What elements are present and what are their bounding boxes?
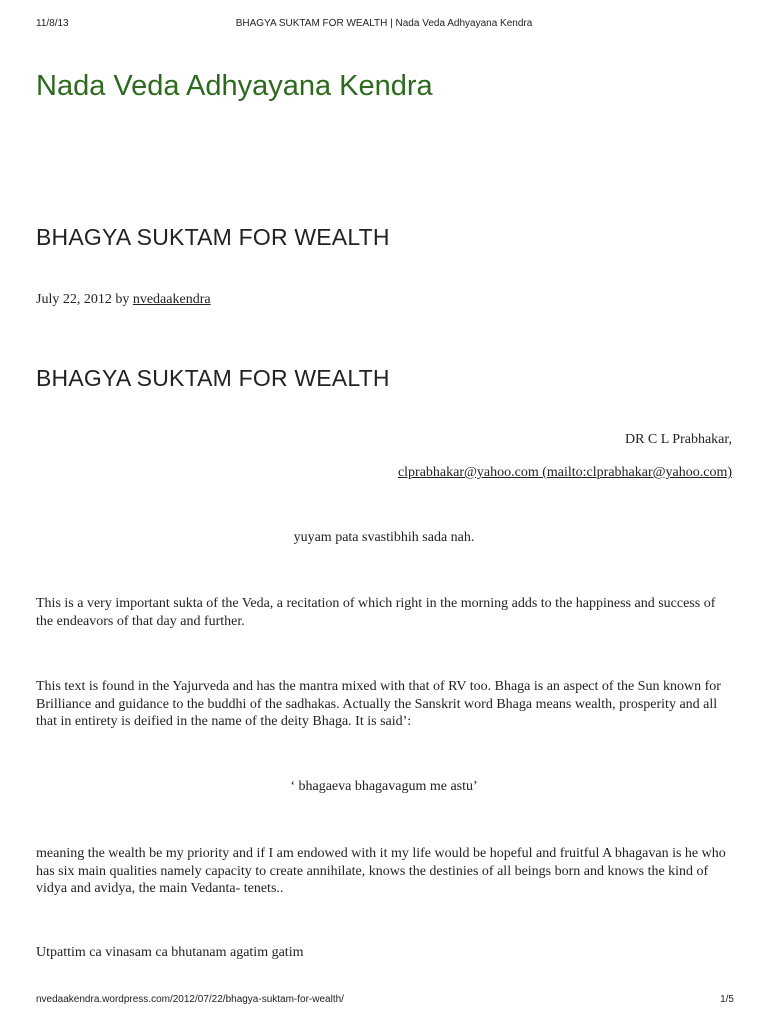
paragraph-intro: This is a very important sukta of the Veda, a recitation of which right in the morning adds to the happiness and success of the endeavors of that day and further. [36, 596, 716, 629]
post-title: BHAGYA SUKTAM FOR WEALTH [36, 224, 390, 250]
paragraph-yajurveda: This text is found in the Yajurveda and has the mantra mixed with that of RV too. Bhaga is an aspect of the Sun known for Brilliance and guidance to the buddhi of the sadhakas. Actually the Sanskrit word Bhaga means wealth, prosperity and all that in entirety is deified in the name of the deity Bhaga. It is said’: [36, 679, 721, 729]
paragraph-verse: Utpattim ca vinasam ca bhutanam agatim gatim [36, 945, 304, 960]
print-header [0, 18, 768, 32]
print-url: nvedaakendra.wordpress.com/2012/07/22/bhagya-suktam-for-wealth/ [36, 994, 344, 1005]
author-link[interactable]: nvedaakendra [132, 292, 211, 307]
paragraph-meaning: meaning the wealth be my priority and if I am endowed with it my life would be hopeful and fruitful A bhagavan is he who has six main qualities namely capacity to create annihilate, knows the destinies of all beings born and knows the kind of vidya and avidya, the main Vedanta- tenets.. [36, 846, 726, 896]
print-page-title: BHAGYA SUKTAM FOR WEALTH | Nada Veda Adhyayana Kendra [235, 18, 533, 29]
author-name: DR C L Prabhakar, [624, 432, 732, 447]
site-title-link[interactable]: Nada Veda Adhyayana Kendra [36, 70, 433, 102]
print-footer [0, 994, 768, 1008]
mantra-quote: ‘ bhagaeva bhagavagum me astu’ [290, 779, 478, 794]
print-date: 11/8/13 [36, 18, 69, 29]
print-page-number: 1/5 [720, 994, 734, 1005]
content-title: BHAGYA SUKTAM FOR WEALTH [36, 365, 390, 391]
by-label: by [115, 292, 130, 307]
post-meta [36, 292, 211, 308]
author-email-link[interactable]: clprabhakar@yahoo.com (mailto:clprabhakar@yahoo.com) [397, 465, 732, 480]
mantra-line: yuyam pata svastibhih sada nah. [293, 530, 475, 545]
post-date: July 22, 2012 [36, 292, 112, 307]
